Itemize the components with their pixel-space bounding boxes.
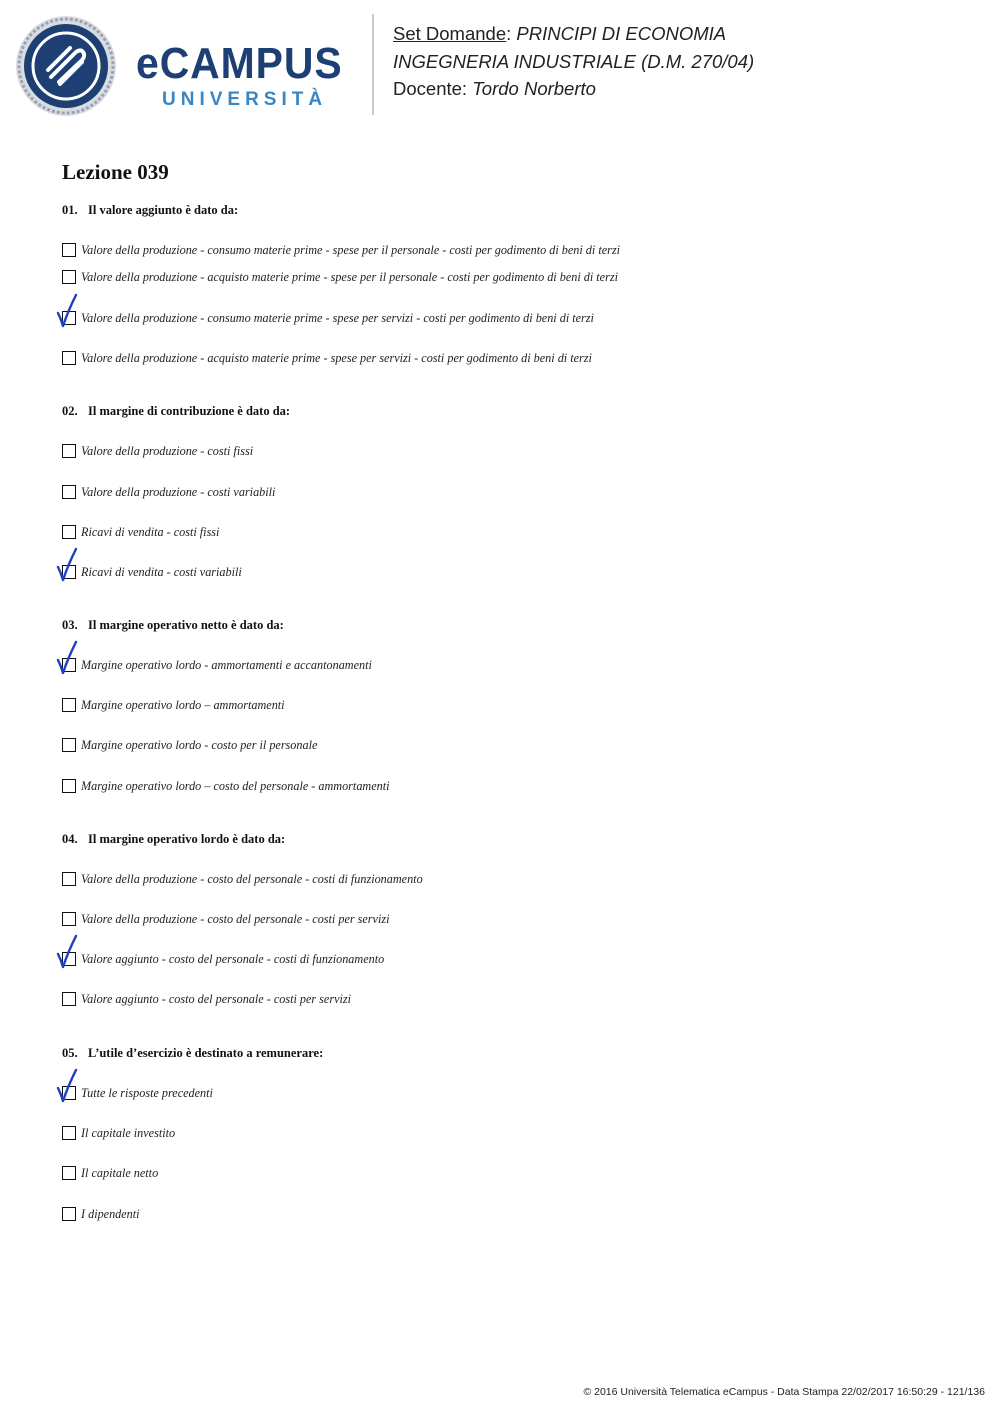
answer-option[interactable] xyxy=(62,524,762,541)
ecampus-logo xyxy=(14,14,359,118)
logo-wordmark: eCAMPUS xyxy=(136,39,343,88)
answer-checkbox[interactable] xyxy=(62,912,76,926)
answer-option-label: Margine operativo lordo - costo per il personale xyxy=(81,738,318,752)
answer-checkbox[interactable] xyxy=(62,779,76,793)
answer-option-label: I dipendenti xyxy=(81,1207,140,1221)
answer-option-label: Valore aggiunto - costo del personale - costi di funzionamento xyxy=(81,952,385,966)
answer-checkbox[interactable] xyxy=(62,351,76,365)
set-title-line1: Set Domande: PRINCIPI DI ECONOMIA xyxy=(393,23,727,44)
handwritten-checkmark-icon xyxy=(56,547,80,583)
answer-option[interactable] xyxy=(62,697,762,714)
question-number: 02. xyxy=(62,404,78,418)
answer-option-label: Valore della produzione - acquisto materie prime - spese per servizi - costi per godimento di beni di terzi xyxy=(81,351,592,365)
answer-option-label: Valore della produzione - costi variabili xyxy=(81,485,276,499)
answer-option[interactable] xyxy=(62,564,762,581)
question-heading xyxy=(62,618,284,633)
lesson-title: Lezione 039 xyxy=(62,160,169,184)
question-heading xyxy=(62,1046,323,1061)
answer-checkbox[interactable] xyxy=(62,1207,76,1221)
handwritten-checkmark-icon xyxy=(56,934,80,970)
answer-option-label: Valore della produzione - costo del personale - costi per servizi xyxy=(81,912,390,926)
set-title-1: PRINCIPI DI ECONOMIA xyxy=(516,23,727,44)
answer-option[interactable] xyxy=(62,242,762,259)
header-course-info xyxy=(393,20,754,103)
answer-option-label: Valore della produzione - consumo materie prime - spese per servizi - costi per godimento di beni di terzi xyxy=(81,311,594,325)
answer-option[interactable] xyxy=(62,484,762,501)
question-number: 03. xyxy=(62,618,78,632)
answer-option-label: Valore della produzione - costi fissi xyxy=(81,444,254,458)
question-number: 04. xyxy=(62,832,78,846)
question-number: 01. xyxy=(62,203,78,217)
university-seal-icon xyxy=(14,14,118,118)
question-text: L’utile d’esercizio è destinato a remunerare: xyxy=(88,1046,324,1060)
answer-option[interactable] xyxy=(62,737,762,754)
question-heading xyxy=(62,404,290,419)
answer-option-label: Ricavi di vendita - costi variabili xyxy=(81,565,242,579)
answer-option[interactable] xyxy=(62,443,762,460)
header-divider xyxy=(372,14,374,115)
question-heading xyxy=(62,203,238,218)
answer-option[interactable] xyxy=(62,778,762,795)
answer-option[interactable] xyxy=(62,911,762,928)
answer-option-label: Margine operativo lordo - ammortamenti e accantonamenti xyxy=(81,658,372,672)
question-text: Il margine di contribuzione è dato da: xyxy=(88,404,291,418)
answer-option-label: Margine operativo lordo – ammortamenti xyxy=(81,698,285,712)
answer-checkbox[interactable] xyxy=(62,698,76,712)
answer-checkbox[interactable] xyxy=(62,872,76,886)
answer-option[interactable] xyxy=(62,1085,762,1102)
answer-checkbox[interactable] xyxy=(62,270,76,284)
page-footer: © 2016 Università Telematica eCampus - Data Stampa 22/02/2017 16:50:29 - 121/136 xyxy=(583,1386,985,1398)
question-text: Il margine operativo netto è dato da: xyxy=(88,618,284,632)
teacher-label: Docente: xyxy=(393,78,468,99)
answer-option[interactable] xyxy=(62,1206,762,1223)
page-header xyxy=(0,0,1000,130)
handwritten-checkmark-icon xyxy=(56,640,80,676)
answer-option[interactable] xyxy=(62,350,762,367)
question-number: 05. xyxy=(62,1046,78,1060)
answer-checkbox[interactable] xyxy=(62,444,76,458)
answer-option[interactable] xyxy=(62,871,762,888)
answer-checkbox[interactable] xyxy=(62,525,76,539)
answer-option-label: Tutte le risposte precedenti xyxy=(81,1086,213,1100)
answer-option-label: Il capitale investito xyxy=(81,1126,176,1140)
answer-option-label: Valore della produzione - costo del personale - costi di funzionamento xyxy=(81,872,423,886)
answer-option-label: Valore della produzione - acquisto materie prime - spese per il personale - costi per godimento di beni di terzi xyxy=(81,270,618,284)
answer-option-label: Valore della produzione - consumo materie prime - spese per il personale - costi per godimento di beni di terzi xyxy=(81,243,620,257)
handwritten-checkmark-icon xyxy=(56,293,80,329)
answer-option-label: Margine operativo lordo – costo del personale - ammortamenti xyxy=(81,779,390,793)
answer-option-label: Valore aggiunto - costo del personale - costi per servizi xyxy=(81,992,352,1006)
answer-checkbox[interactable] xyxy=(62,1126,76,1140)
answer-option[interactable] xyxy=(62,269,762,286)
answer-option-label: Ricavi di vendita - costi fissi xyxy=(81,525,220,539)
logo-subtitle: UNIVERSITÀ xyxy=(162,89,328,110)
answer-checkbox[interactable] xyxy=(62,243,76,257)
teacher-name: Tordo Norberto xyxy=(472,78,596,99)
answer-option[interactable] xyxy=(62,1125,762,1142)
question-text: Il valore aggiunto è dato da: xyxy=(88,203,239,217)
set-label: Set Domande xyxy=(393,23,507,44)
answer-option[interactable] xyxy=(62,951,762,968)
answer-option-label: Il capitale netto xyxy=(81,1166,159,1180)
answer-option[interactable] xyxy=(62,310,762,327)
teacher-line xyxy=(393,75,754,103)
answer-option[interactable] xyxy=(62,657,762,674)
question-text: Il margine operativo lordo è dato da: xyxy=(88,832,286,846)
answer-option[interactable] xyxy=(62,991,762,1008)
set-title-line2: INGEGNERIA INDUSTRIALE (D.M. 270/04) xyxy=(393,50,755,72)
answer-checkbox[interactable] xyxy=(62,1166,76,1180)
handwritten-checkmark-icon xyxy=(56,1068,80,1104)
answer-checkbox[interactable] xyxy=(62,992,76,1006)
answer-option[interactable] xyxy=(62,1165,762,1182)
answer-checkbox[interactable] xyxy=(62,485,76,499)
answer-checkbox[interactable] xyxy=(62,738,76,752)
question-heading xyxy=(62,832,285,847)
